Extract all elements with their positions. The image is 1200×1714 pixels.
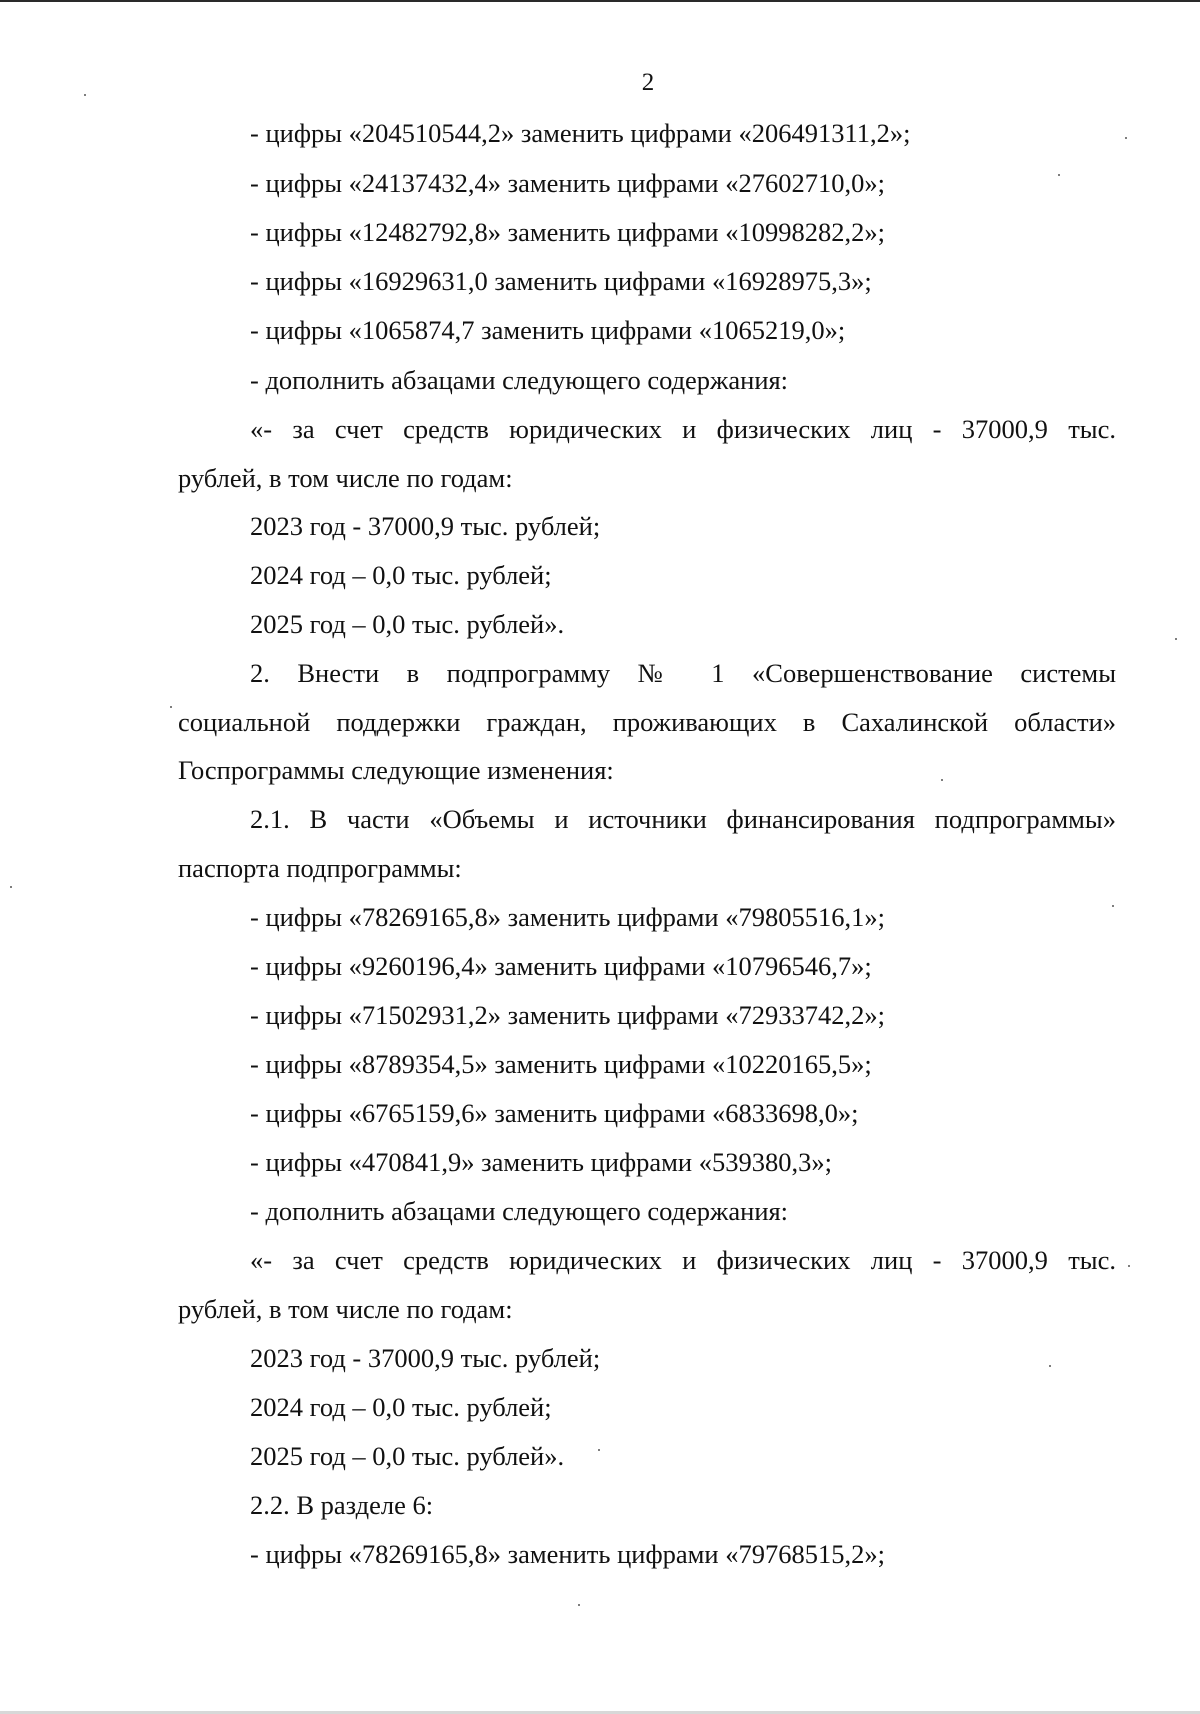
- scan-speck: [1058, 174, 1060, 176]
- text-line: - цифры «24137432,4» заменить цифрами «27602710,0»;: [250, 168, 885, 198]
- scan-speck: [578, 1604, 580, 1606]
- scan-speck: [598, 1449, 600, 1451]
- text-line: рублей, в том числе по годам:: [178, 1294, 513, 1324]
- scan-speck: [170, 706, 172, 708]
- text-line: - цифры «78269165,8» заменить цифрами «79768515,2»;: [250, 1539, 885, 1569]
- scan-speck: [1128, 1265, 1130, 1267]
- text-line: - дополнить абзацами следующего содержания:: [250, 365, 789, 395]
- text-line: 2024 год – 0,0 тыс. рублей;: [250, 560, 552, 590]
- text-line: - цифры «71502931,2» заменить цифрами «72933742,2»;: [250, 1000, 885, 1030]
- text-line: 2025 год – 0,0 тыс. рублей».: [250, 1441, 565, 1471]
- scan-speck: [1175, 638, 1177, 640]
- text-line: 2.2. В разделе 6:: [250, 1490, 434, 1520]
- scan-speck: [1049, 1365, 1051, 1367]
- text-line: 2023 год - 37000,9 тыс. рублей;: [250, 1343, 601, 1373]
- text-line: 2023 год - 37000,9 тыс. рублей;: [250, 511, 601, 541]
- page-number: 2: [641, 69, 655, 96]
- text-line: - цифры «6765159,6» заменить цифрами «6833698,0»;: [250, 1098, 859, 1128]
- text-line: «- за счет средств юридических и физических лиц - 37000,9 тыс.: [250, 414, 1116, 444]
- scan-speck: [1125, 137, 1127, 139]
- text-line: - цифры «16929631,0 заменить цифрами «16928975,3»;: [250, 266, 872, 296]
- text-line: - цифры «1065874,7 заменить цифрами «1065219,0»;: [250, 315, 846, 345]
- scan-speck: [941, 779, 943, 781]
- scan-speck: [1112, 905, 1114, 907]
- text-line: паспорта подпрограммы:: [178, 853, 462, 883]
- scan-speck: [84, 94, 86, 96]
- text-line: 2. Внести в подпрограмму № 1 «Совершенствование системы: [250, 658, 1116, 688]
- text-line: - цифры «9260196,4» заменить цифрами «10796546,7»;: [250, 951, 872, 981]
- text-line: 2025 год – 0,0 тыс. рублей».: [250, 609, 565, 639]
- text-line: Госпрограммы следующие изменения:: [178, 755, 614, 785]
- text-line: «- за счет средств юридических и физических лиц - 37000,9 тыс.: [250, 1245, 1116, 1275]
- text-line: 2024 год – 0,0 тыс. рублей;: [250, 1392, 552, 1422]
- text-line: рублей, в том числе по годам:: [178, 463, 513, 493]
- text-line: - цифры «8789354,5» заменить цифрами «10220165,5»;: [250, 1049, 872, 1079]
- text-line: - дополнить абзацами следующего содержания:: [250, 1196, 789, 1226]
- text-line: 2.1. В части «Объемы и источники финансирования подпрограммы»: [250, 804, 1116, 834]
- text-line: социальной поддержки граждан, проживающих в Сахалинской области»: [178, 707, 1116, 737]
- text-line: - цифры «204510544,2» заменить цифрами «206491311,2»;: [250, 118, 911, 148]
- text-line: - цифры «12482792,8» заменить цифрами «10998282,2»;: [250, 217, 885, 247]
- text-line: - цифры «78269165,8» заменить цифрами «79805516,1»;: [250, 902, 885, 932]
- scan-edge-top: [0, 0, 1200, 2]
- scan-speck: [10, 886, 12, 888]
- text-line: - цифры «470841,9» заменить цифрами «539380,3»;: [250, 1147, 832, 1177]
